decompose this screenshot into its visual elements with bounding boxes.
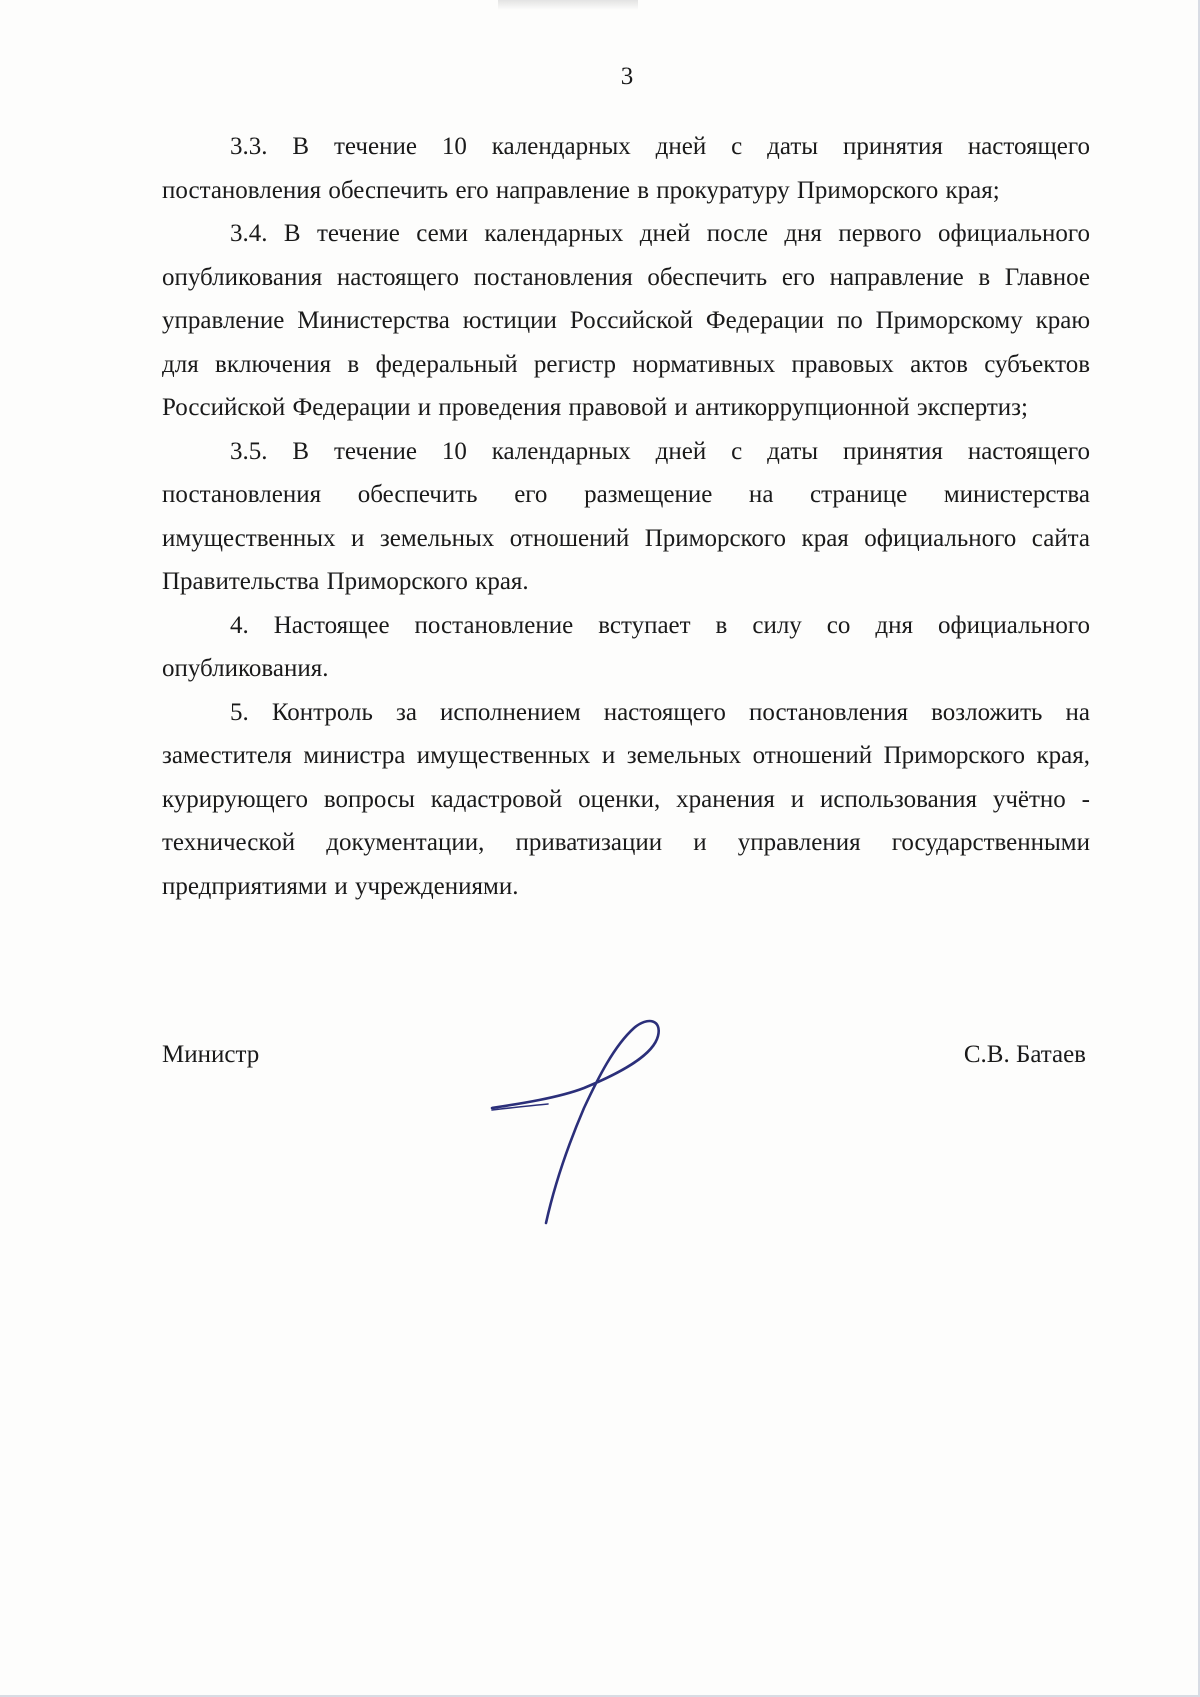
handwritten-signature [488, 1018, 688, 1228]
page-number: 3 [620, 63, 634, 90]
paragraph-3-4: 3.4. В течение семи календарных дней после дня первого официального опубликования настоящего постановления обеспечить его направление в Главное управление Министерства юстиции Российской Федерации по Приморскому краю для включения в федеральный регистр нормативных правовых актов субъектов Российской Федерации и проведения правовой и антикоррупционной экспертиз; [162, 220, 1090, 421]
paragraph-5: 5. Контроль за исполнением настоящего постановления возложить на заместителя министра имущественных и земельных отношений Приморского края, курирующего вопросы кадастровой оценки, хранения и использования учётно - технической документации, приватизации и управления государственными предприятиями и учреждениями. [162, 698, 1090, 900]
signer-name: С.В. Батаев [963, 1041, 1086, 1068]
scan-smudge [498, 0, 638, 10]
document-body [162, 125, 1090, 908]
signer-title: Министр [162, 1041, 260, 1068]
paragraph-3-3: 3.3. В течение 10 календарных дней с даты принятия настоящего постановления обеспечить его направление в прокуратуру Приморского края; [162, 133, 1090, 204]
paragraph-3-5: 3.5. В течение 10 календарных дней с даты принятия настоящего постановления обеспечить его размещение на странице министерства имущественных и земельных отношений Приморского края официального сайта Правительства Приморского края. [162, 437, 1090, 595]
paragraph-4: 4. Настоящее постановление вступает в силу со дня официального опубликования. [162, 611, 1090, 682]
